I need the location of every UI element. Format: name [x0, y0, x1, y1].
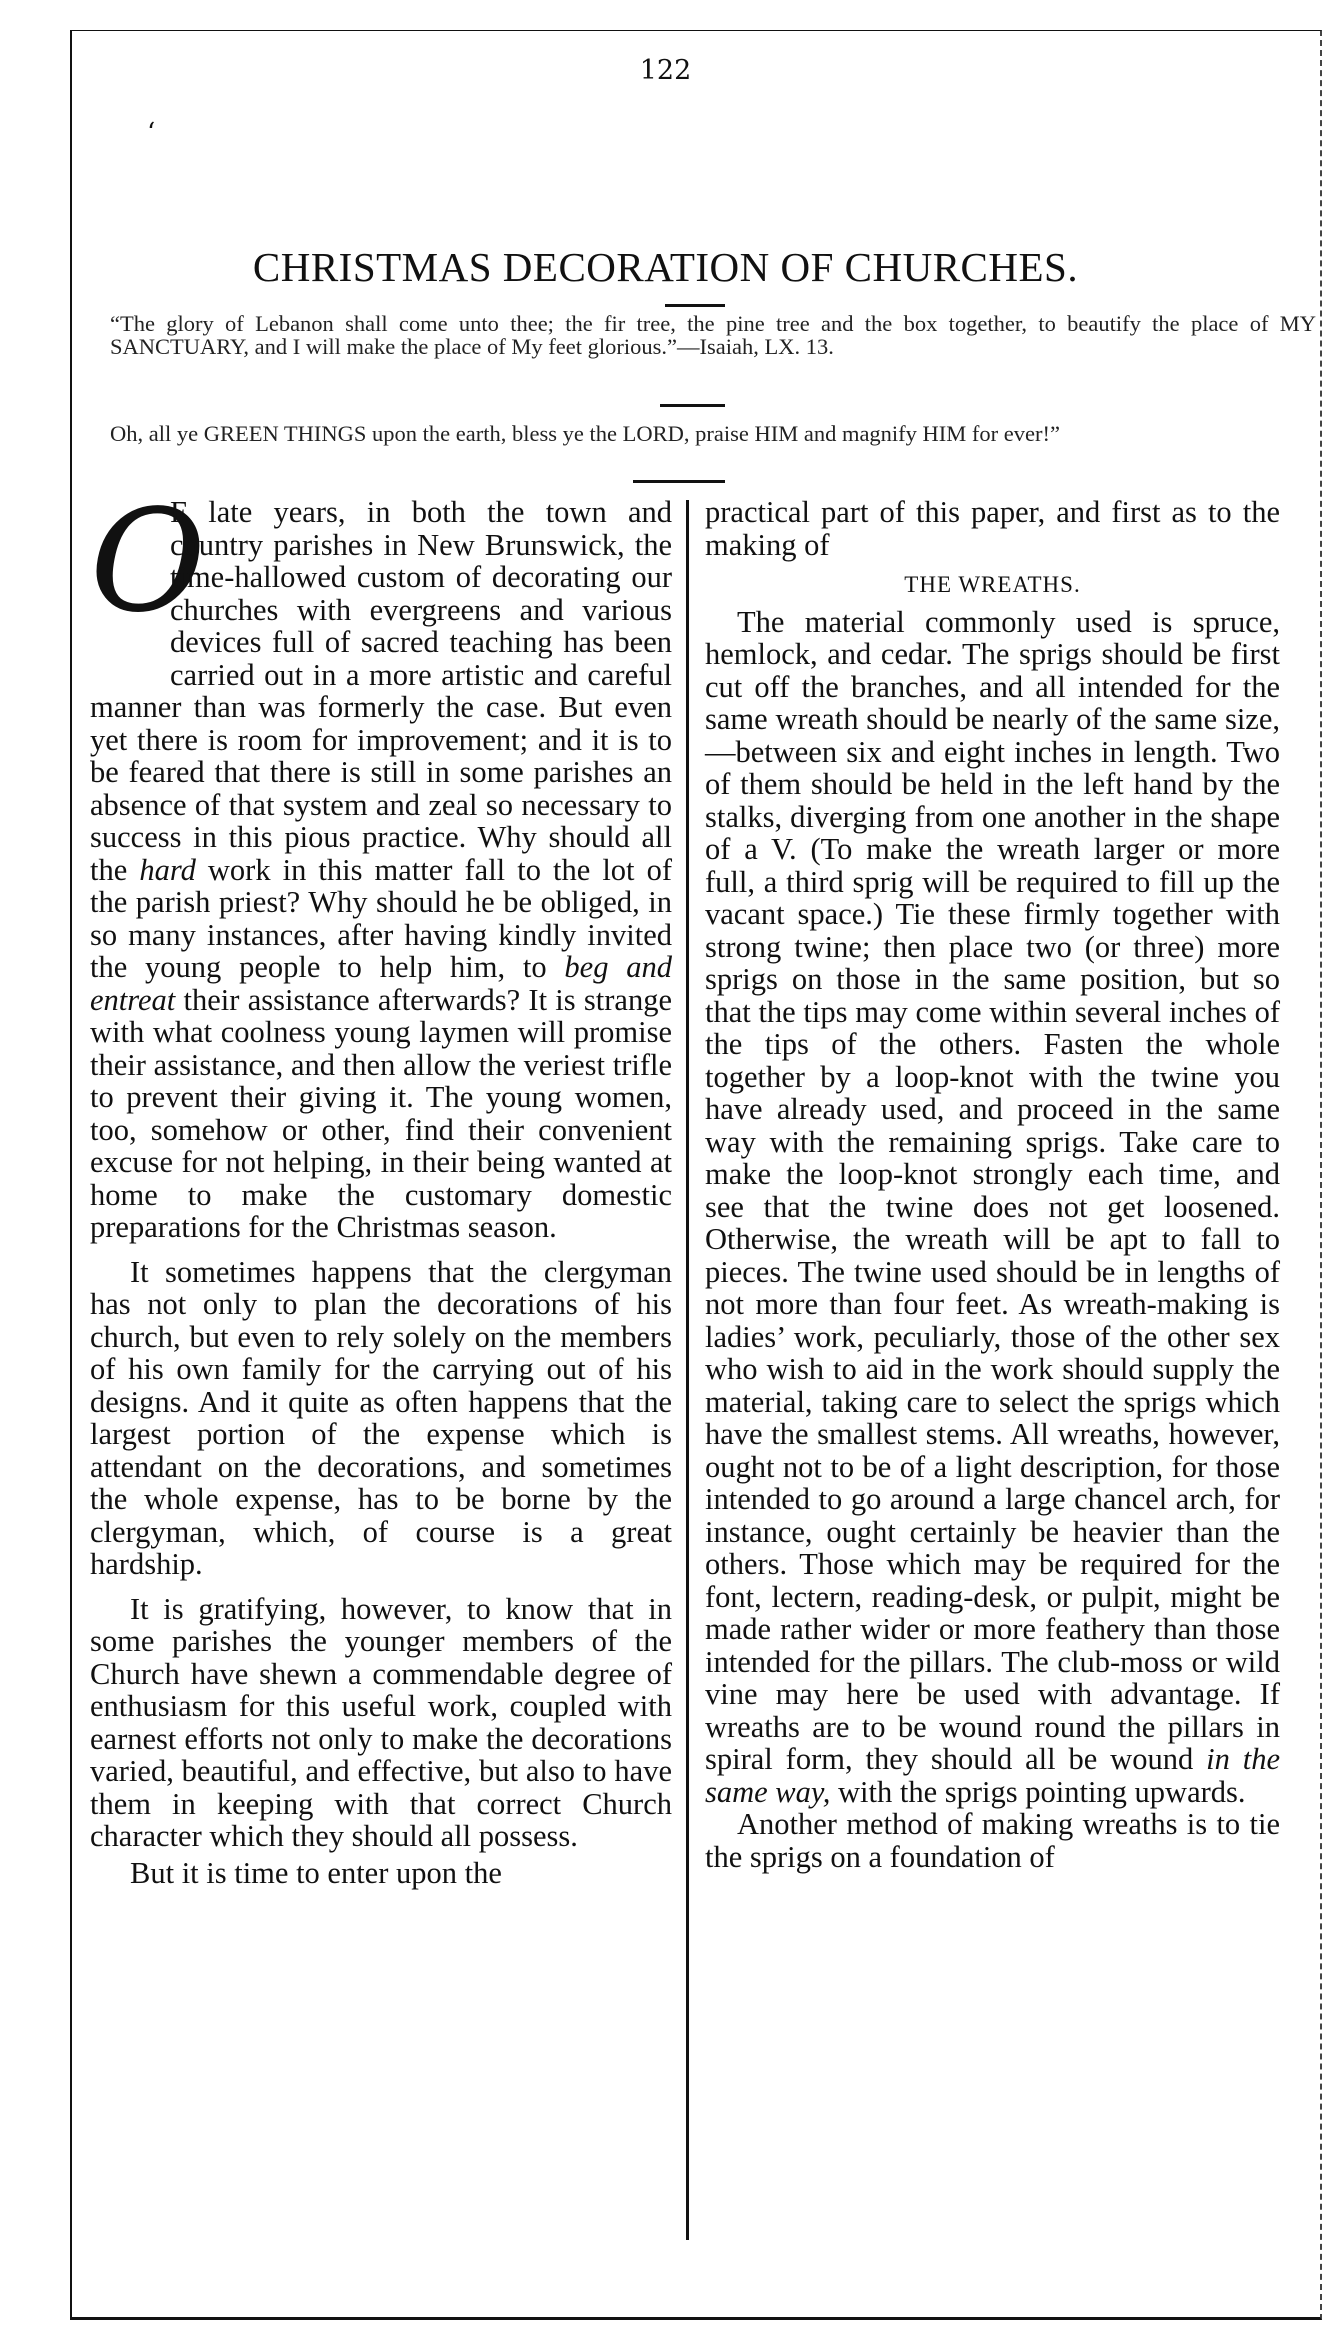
- title-rule: [665, 304, 725, 307]
- intro-text-a: F late years, in both the town and country parishes in New Brunswick, the time-hallowed custom of decorating our churches with evergreens and various devices full of sacred teaching has been carried out in a more artistic and careful manner than was formerly the case. But even yet there is room for improvement; and it is to be feared that there is still in some parishes an absence of that system and zeal so necessary to success in this pious practice. Why should all the: [90, 495, 672, 887]
- intro-emphasis-hard: hard: [139, 852, 196, 887]
- material-emphasis: in the same way,: [705, 1742, 1281, 1809]
- paragraph-clergyman: It sometimes happens that the clergyman has not only to plan the decorations of his church, but even to rely solely on the members of his own family for the carrying out of his designs. And it quite as often happens that the largest portion of the expense which is attendant on the decorations, and sometimes the whole expense, has to be borne by the clergyman, which, of course is a great hardship.: [90, 1254, 672, 1581]
- column-divider: [686, 500, 689, 2240]
- epigraph-benedicite: Oh, all ye GREEN THINGS upon the earth, bless ye the LORD, praise HIM and magnify HIM for ever!”: [110, 421, 1060, 446]
- material-text-b: with the sprigs pointing upwards.: [838, 1774, 1246, 1809]
- intro-emphasis-beg: beg and entreat: [90, 950, 673, 1017]
- left-column: [90, 480, 673, 1890]
- drop-cap: O: [90, 480, 205, 643]
- paragraph-gratifying: It is gratifying, however, to know that in some parishes the younger members of the Church have shewn a commendable degree of enthusiasm for this useful work, coupled with earnest efforts not only to make the decorations varied, beautiful, and effective, but also to have them in keeping with that correct Church character which they should all possess.: [90, 1591, 672, 1853]
- paragraph-another-method: Another method of making wreaths is to tie the sprigs on a foundation of: [705, 1807, 1280, 1874]
- article-title: CHRISTMAS DECORATION OF CHURCHES.: [252, 244, 1079, 290]
- subheading-wreaths: THE WREATHS.: [904, 572, 1081, 597]
- paragraph-material: [705, 606, 1280, 1809]
- paragraph-intro: [90, 480, 673, 1244]
- material-text-a: The material commonly used is spruce, hemlock, and cedar. The sprigs should be first cut off the branches, and all intended for the same wreath should be nearly of the same size,—between six and eight inches in length. Two of them should be held in the left hand by the stalks, diverging from one another in the shape of a V. (To make the wreath larger or more full, a third sprig will be required to fill up the vacant space.) Tie these firmly together with strong twine; then place two (or three) more sprigs on those in the same position, but so that the tips may come within several inches of the tips of the others. Fasten the whole together by a loop-knot with the twine you have already used, and proceed in the same way with the remaining sprigs. Take care to make the loop-knot strongly each time, and see that the twine does not get loosened. Otherwise, the wreath will be apt to fall to pieces. The twine used should be in lengths of not more than four feet. As wreath-making is ladies’ work, peculiarly, those of the other sex who wish to aid in the work should supply the material, taking care to select the sprigs which have the smallest stems. All wreaths, however, ought not to be of a light description, for those intended to go around a large chancel arch, for instance, ought certainly be heavier than the others. Those which may be required for the font, lectern, reading-desk, or pulpit, might be made rather wider or more feathery than those intended for the pillars. The club-moss or wild vine may here be used with advantage. If wreaths are to be wound round the pillars in spiral form, they should all be wound: [705, 604, 1280, 1776]
- epigraph-rule: [660, 404, 725, 407]
- section-rule: [633, 480, 725, 483]
- stray-mark: ‘: [147, 118, 156, 148]
- paragraph-practical: practical part of this paper, and first as to the making of: [705, 495, 1280, 562]
- intro-text-c: their assistance afterwards? It is strange with what coolness young laymen will promise their assistance, and then allow the veriest trifle to prevent their giving it. The young women, too, somehow or other, find their convenient excuse for not helping, in their being wanted at home to make the customary domestic preparations for the Christmas season.: [90, 982, 672, 1244]
- right-column: [705, 496, 1280, 1873]
- page-number: 122: [639, 55, 692, 86]
- intro-text-b: work in this matter fall to the lot of the parish priest? Why should he be obliged, in so many instances, after having kindly invited the young people to help him, to: [90, 852, 672, 984]
- epigraph-isaiah: “The glory of Lebanon shall come unto thee; the fir tree, the pine tree and the box together, to beautify the place of MY SANCTUARY, and I will make the place of My feet glorious.”—Isaiah, LX. 13.: [110, 311, 1316, 359]
- paragraph-transition: But it is time to enter upon the: [130, 1855, 502, 1890]
